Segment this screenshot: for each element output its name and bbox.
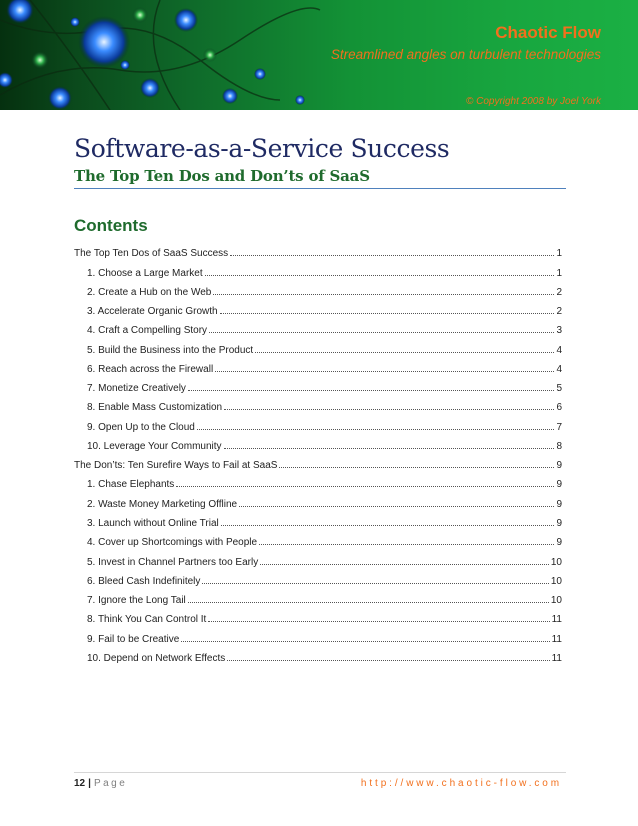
toc-entry-page: 9	[556, 517, 562, 529]
header-banner	[0, 0, 638, 110]
toc-entry-label: 3. Accelerate Organic Growth	[87, 306, 218, 318]
toc-entry[interactable]	[74, 490, 562, 509]
toc-dot-leader	[188, 602, 549, 603]
toc-entry[interactable]	[74, 240, 562, 259]
toc-entry-page: 10	[550, 595, 562, 607]
toc-entry[interactable]	[74, 394, 562, 413]
toc-dot-leader	[260, 564, 549, 565]
toc-entry-label: 3. Launch without Online Trial	[87, 517, 219, 529]
toc-entry-page: 9	[556, 479, 562, 491]
page-number: 12	[74, 778, 86, 789]
toc-entry[interactable]	[74, 413, 562, 432]
toc-entry-page: 5	[556, 383, 562, 395]
toc-entry-label: 10. Depend on Network Effects	[87, 652, 226, 664]
toc-dot-leader	[230, 255, 554, 256]
toc-entry-page: 1	[556, 248, 562, 260]
title-divider	[74, 188, 566, 189]
toc-entry-page: 4	[556, 363, 562, 375]
toc-entry-label: 5. Invest in Channel Partners too Early	[87, 556, 259, 568]
copyright-notice: © Copyright 2008 by Joel York	[465, 96, 601, 107]
toc-entry[interactable]	[74, 587, 562, 606]
toc-entry[interactable]	[74, 433, 562, 452]
toc-entry-label: 4. Cover up Shortcomings with People	[87, 537, 258, 549]
toc-dot-leader	[227, 660, 549, 661]
toc-entry-label: 1. Chase Elephants	[87, 479, 175, 491]
toc-dot-leader	[197, 429, 555, 430]
toc-entry-label: The Top Ten Dos of SaaS Success	[74, 248, 229, 260]
toc-dot-leader	[224, 448, 555, 449]
toc-entry[interactable]	[74, 259, 562, 278]
toc-entry-page: 9	[556, 498, 562, 510]
toc-entry[interactable]	[74, 471, 562, 490]
toc-entry-label: 2. Waste Money Marketing Offline	[87, 498, 238, 510]
toc-entry[interactable]	[74, 336, 562, 355]
toc-dot-leader	[224, 409, 554, 410]
toc-entry-label: 9. Fail to be Creative	[87, 633, 180, 645]
toc-dot-leader	[255, 352, 554, 353]
toc-entry-label: 5. Build the Business into the Product	[87, 344, 254, 356]
toc-entry-label: 7. Monetize Creatively	[87, 383, 186, 395]
toc-entry-page: 6	[556, 402, 562, 414]
toc-entry[interactable]	[74, 606, 562, 625]
toc-dot-leader	[205, 275, 555, 276]
toc-dot-leader	[279, 467, 554, 468]
toc-entry-label: 6. Reach across the Firewall	[87, 363, 214, 375]
toc-entry-label: 10. Leverage Your Community	[87, 440, 222, 452]
page-separator: |	[88, 778, 91, 789]
toc-entry-label: 1. Choose a Large Market	[87, 267, 203, 279]
toc-entry-page: 9	[556, 537, 562, 549]
toc-entry-label: 2. Create a Hub on the Web	[87, 286, 212, 298]
toc-entry-page: 7	[556, 421, 562, 433]
toc-entry-page: 3	[556, 325, 562, 337]
footer-divider	[74, 772, 566, 773]
toc-entry[interactable]	[74, 510, 562, 529]
toc-dot-leader	[181, 641, 549, 642]
toc-dot-leader	[259, 544, 554, 545]
toc-entry[interactable]	[74, 548, 562, 567]
toc-entry-page: 2	[556, 306, 562, 318]
toc-entry[interactable]	[74, 529, 562, 548]
toc-entry[interactable]	[74, 375, 562, 394]
toc-entry-page: 8	[556, 440, 562, 452]
toc-dot-leader	[202, 583, 548, 584]
toc-dot-leader	[188, 390, 555, 391]
toc-dot-leader	[221, 525, 555, 526]
toc-entry[interactable]	[74, 298, 562, 317]
toc-entry-label: The Don’ts: Ten Surefire Ways to Fail at SaaS	[74, 460, 278, 472]
brand-title: Chaotic Flow	[495, 23, 601, 42]
brand-tagline: Streamlined angles on turbulent technologies	[330, 47, 601, 62]
toc-dot-leader	[239, 506, 554, 507]
toc-entry-page: 11	[551, 652, 562, 664]
page-word: Page	[93, 778, 128, 789]
toc-entry-label: 7. Ignore the Long Tail	[87, 595, 186, 607]
document-title: Software-as-a-Service Success	[74, 134, 450, 163]
toc-entry[interactable]	[74, 568, 562, 587]
toc-entry[interactable]	[74, 356, 562, 375]
toc-entry-page: 4	[556, 344, 562, 356]
toc-entry-label: 9. Open Up to the Cloud	[87, 421, 195, 433]
toc-entry-label: 8. Think You Can Control It	[87, 614, 207, 626]
toc-entry-page: 9	[556, 460, 562, 472]
toc-entry[interactable]	[74, 452, 562, 471]
toc-entry[interactable]	[74, 317, 562, 336]
toc-entry-page: 10	[550, 556, 562, 568]
toc-dot-leader	[176, 486, 554, 487]
toc-entry[interactable]	[74, 279, 562, 298]
toc-entry-page: 10	[550, 575, 562, 587]
table-of-contents	[74, 240, 562, 664]
footer-url-link[interactable]: http://www.chaotic-flow.com	[360, 778, 562, 789]
document-subtitle: The Top Ten Dos and Don’ts of SaaS	[74, 167, 370, 185]
toc-entry-page: 2	[556, 286, 562, 298]
toc-dot-leader	[209, 332, 554, 333]
toc-entry[interactable]	[74, 645, 562, 664]
toc-dot-leader	[213, 294, 554, 295]
toc-entry-page: 1	[556, 267, 562, 279]
toc-entry-page: 11	[551, 633, 562, 645]
toc-dot-leader	[208, 621, 549, 622]
toc-entry-label: 8. Enable Mass Customization	[87, 402, 223, 414]
toc-entry-label: 6. Bleed Cash Indefinitely	[87, 575, 201, 587]
footer-page-indicator	[74, 778, 127, 789]
toc-entry[interactable]	[74, 625, 562, 644]
toc-entry-label: 4. Craft a Compelling Story	[87, 325, 208, 337]
toc-dot-leader	[215, 371, 554, 372]
contents-heading: Contents	[74, 216, 148, 235]
toc-dot-leader	[220, 313, 555, 314]
toc-entry-page: 11	[551, 614, 562, 626]
